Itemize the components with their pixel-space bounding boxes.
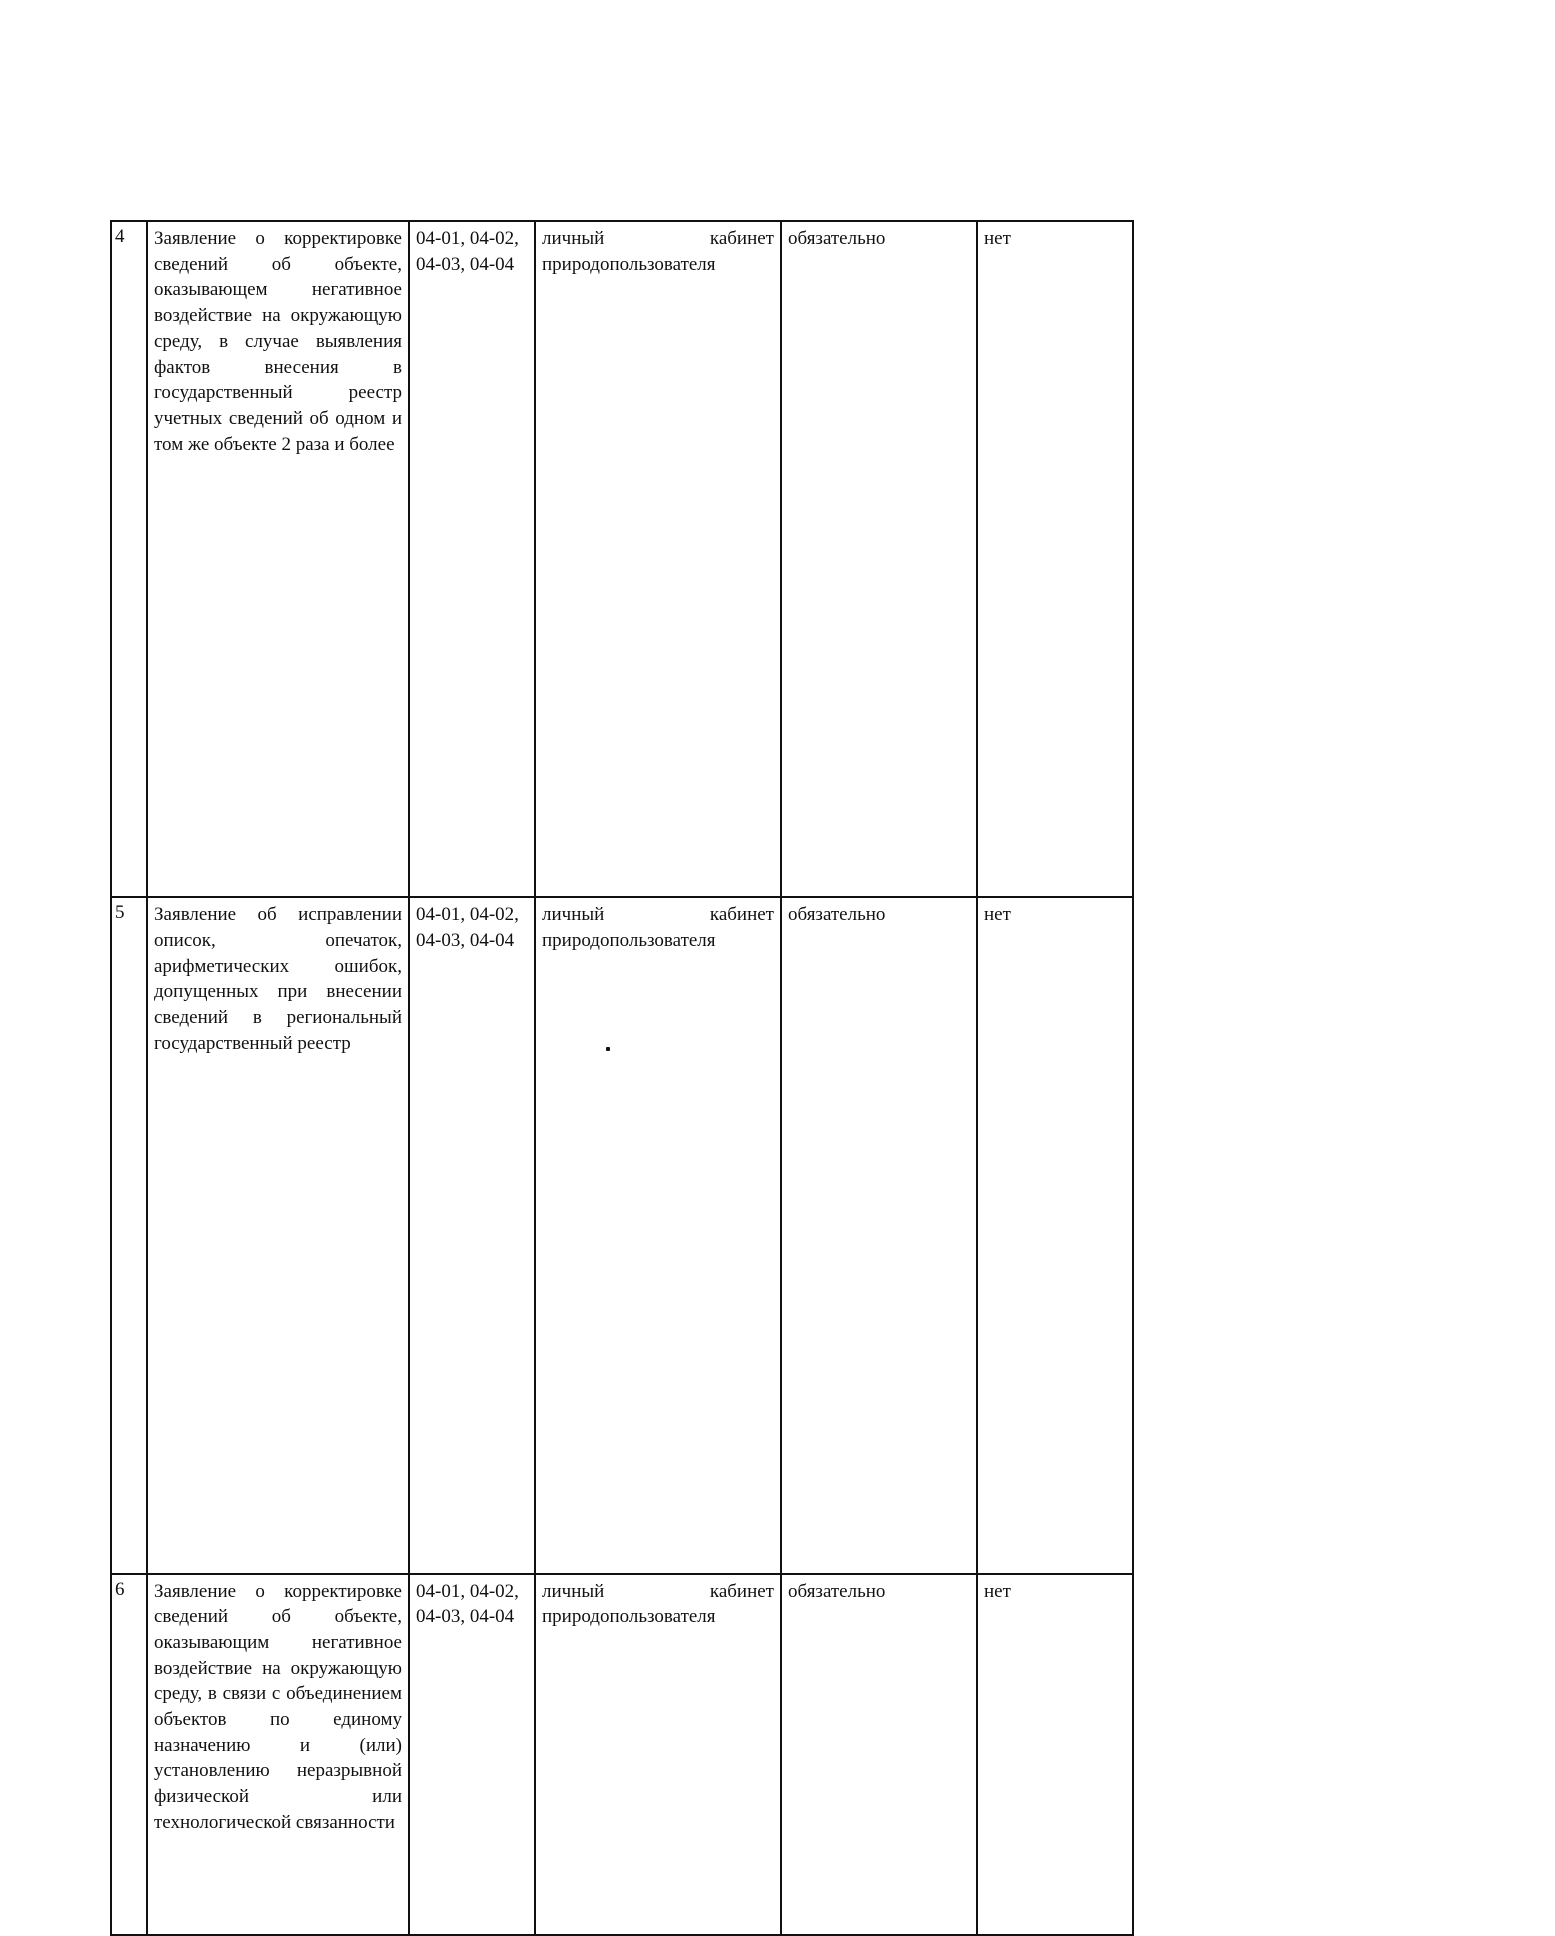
document-table — [110, 220, 1467, 1936]
table-row — [111, 1574, 1466, 1935]
required-cell: обязательно — [781, 897, 977, 1573]
table-row — [111, 897, 1466, 1573]
codes-cell: 04-01, 04-02, 04-03, 04-04 — [409, 897, 535, 1573]
fee-cell: нет — [977, 221, 1133, 897]
channel-cell: личный кабинет природопользователя — [535, 221, 781, 897]
codes-cell: 04-01, 04-02, 04-03, 04-04 — [409, 1574, 535, 1935]
fee-cell: нет — [977, 897, 1133, 1573]
scan-dot-mark — [606, 1047, 610, 1051]
document-name-cell: Заявление о корректировке сведений об объекте, оказывающим негативное воздействие на окружающую среду, в связи с объединением объектов по единому назначению и (или) установлению неразрывной физической или технологической связанности — [147, 1574, 409, 1935]
document-name-cell: Заявление об исправлении описок, опечаток, арифметических ошибок, допущенных при внесении сведений в региональный государственный реестр — [147, 897, 409, 1573]
table-row — [111, 221, 1466, 897]
row-number: 4 — [111, 221, 147, 897]
channel-cell: личный кабинет природопользователя — [535, 1574, 781, 1935]
required-cell: обязательно — [781, 1574, 977, 1935]
channel-cell: личный кабинет природопользователя — [535, 897, 781, 1573]
required-cell: обязательно — [781, 221, 977, 897]
fee-cell: нет — [977, 1574, 1133, 1935]
document-name-cell: Заявление о корректировке сведений об объекте, оказывающем негативное воздействие на окружающую среду, в случае выявления фактов внесения в государственный реестр учетных сведений об одном и том же объекте 2 раза и более — [147, 221, 409, 897]
row-number: 5 — [111, 897, 147, 1573]
codes-cell: 04-01, 04-02, 04-03, 04-04 — [409, 221, 535, 897]
row-number: 6 — [111, 1574, 147, 1935]
